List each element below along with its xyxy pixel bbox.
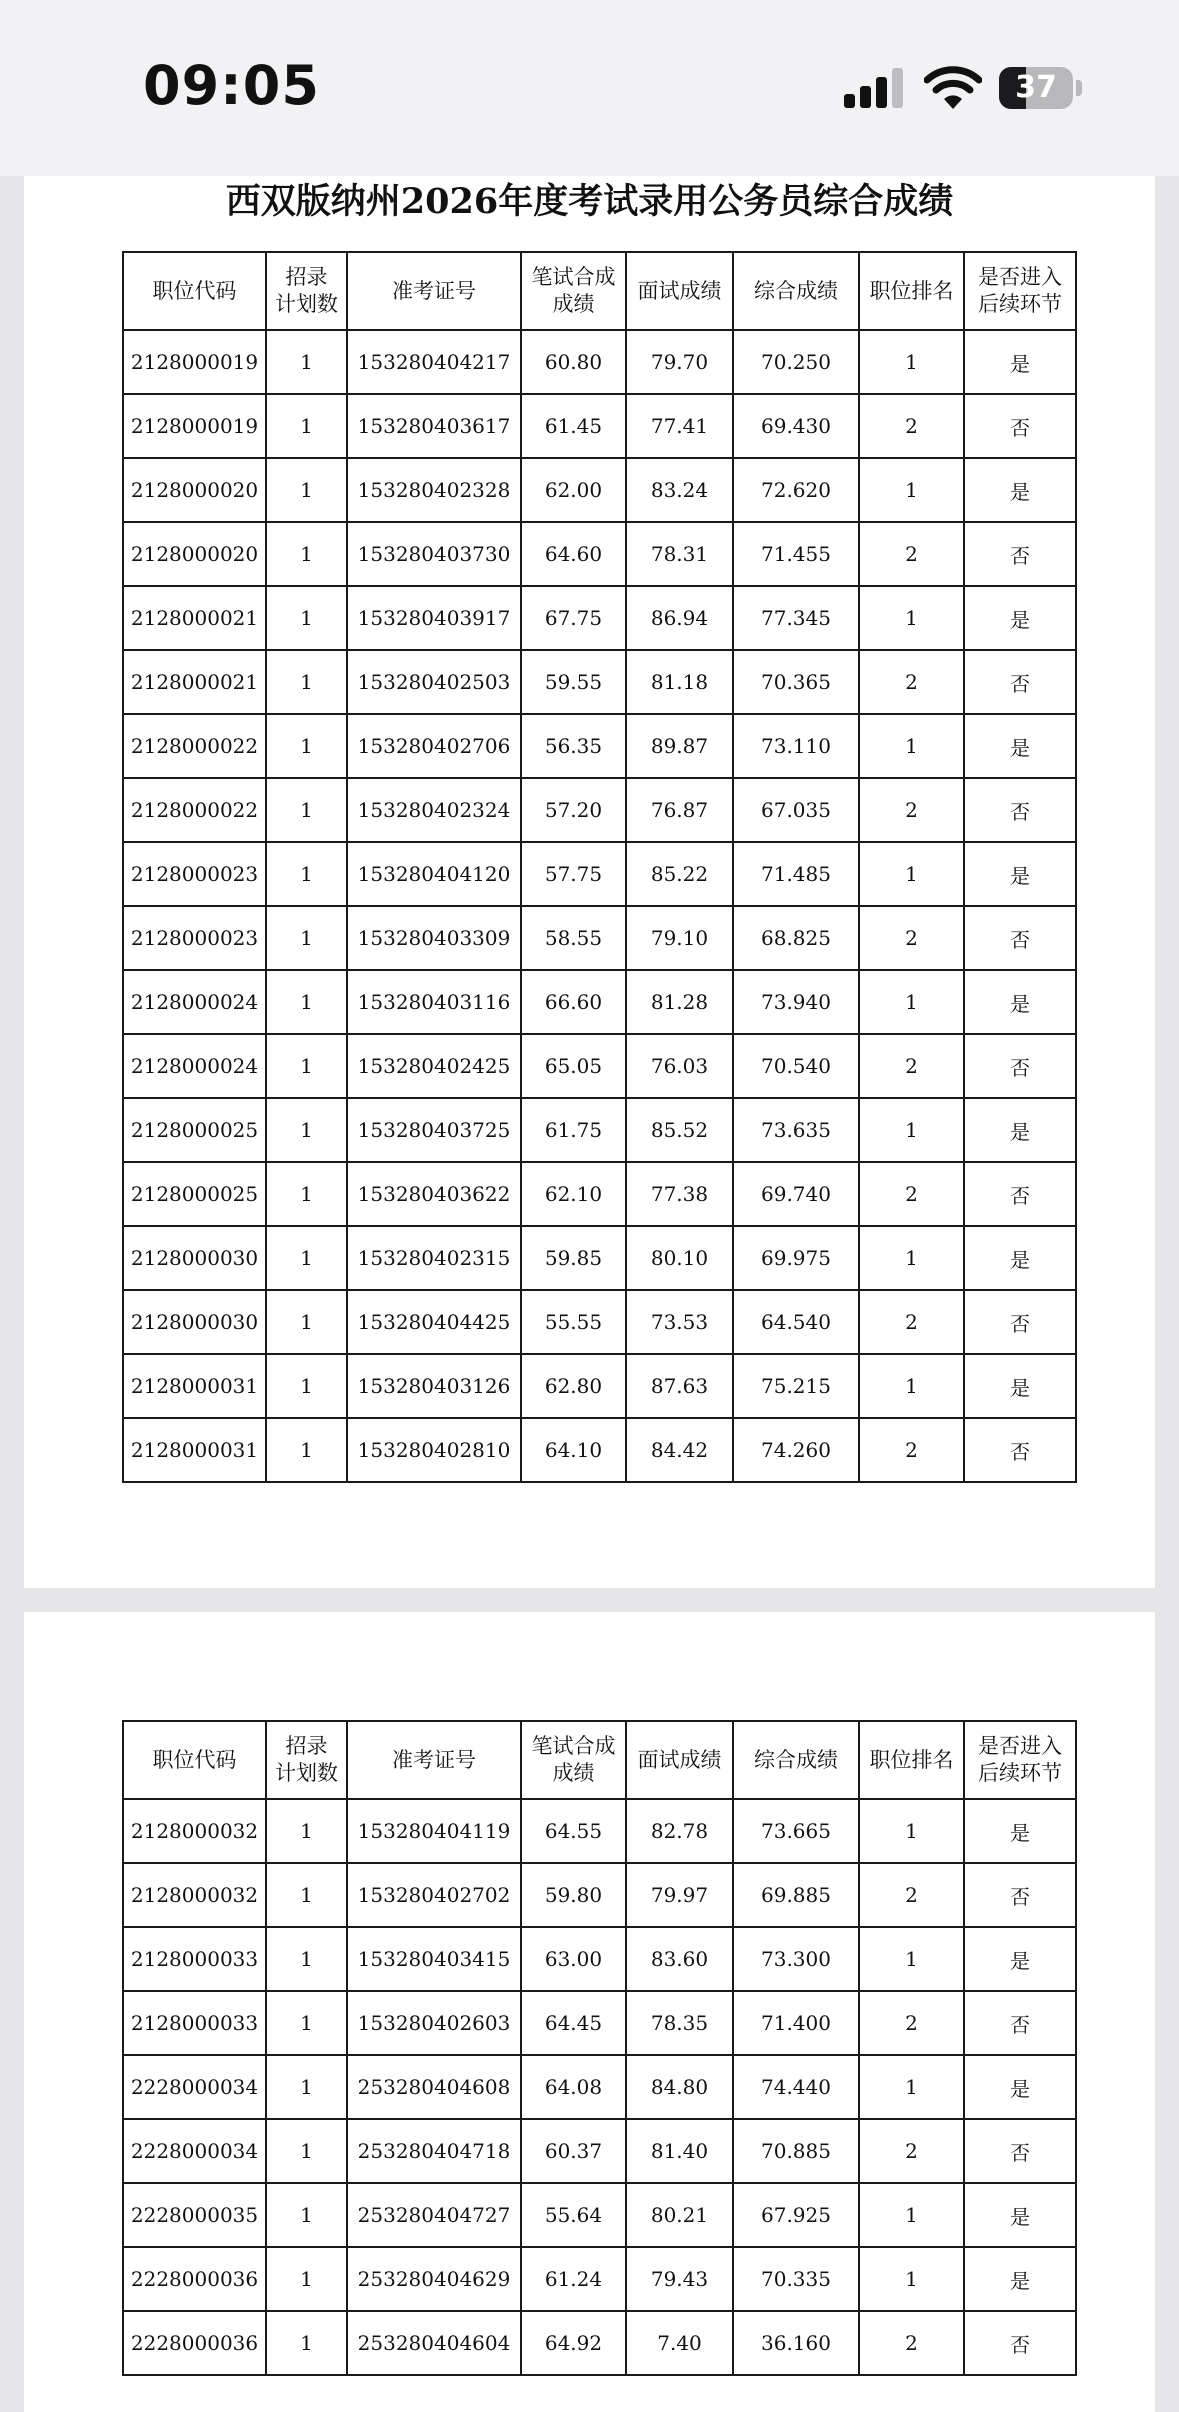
cell-interview-score: 79.97 xyxy=(626,1863,733,1927)
cell-position-code: 2128000032 xyxy=(123,1799,266,1863)
cell-written-score: 61.75 xyxy=(521,1098,626,1162)
cell-written-score: 64.45 xyxy=(521,1991,626,2055)
cell-next-stage: 否 xyxy=(964,1418,1076,1482)
cell-position-rank: 1 xyxy=(859,1226,964,1290)
cell-position-code: 2128000024 xyxy=(123,970,266,1034)
cell-plan-count: 1 xyxy=(266,1354,347,1418)
cell-written-score: 59.85 xyxy=(521,1226,626,1290)
cell-interview-score: 81.18 xyxy=(626,650,733,714)
cell-position-rank: 1 xyxy=(859,586,964,650)
cell-position-code: 2128000033 xyxy=(123,1991,266,2055)
cell-position-rank: 2 xyxy=(859,650,964,714)
cell-position-rank: 1 xyxy=(859,1098,964,1162)
cell-written-score: 59.80 xyxy=(521,1863,626,1927)
cell-next-stage: 是 xyxy=(964,2247,1076,2311)
cell-next-stage: 是 xyxy=(964,1927,1076,1991)
table-row xyxy=(123,970,1076,1034)
cell-position-rank: 2 xyxy=(859,394,964,458)
column-header-position-rank: 职位排名 xyxy=(859,1721,964,1799)
cell-written-score: 60.80 xyxy=(521,330,626,394)
cell-position-rank: 2 xyxy=(859,1290,964,1354)
cell-position-rank: 2 xyxy=(859,1991,964,2055)
cell-written-score: 64.60 xyxy=(521,522,626,586)
cell-admission-number: 253280404604 xyxy=(347,2311,521,2375)
cell-composite-score: 69.740 xyxy=(733,1162,859,1226)
cell-admission-number: 153280404119 xyxy=(347,1799,521,1863)
cell-position-code: 2228000036 xyxy=(123,2247,266,2311)
cell-composite-score: 74.260 xyxy=(733,1418,859,1482)
cell-position-code: 2228000034 xyxy=(123,2119,266,2183)
cell-admission-number: 153280404217 xyxy=(347,330,521,394)
cell-position-rank: 2 xyxy=(859,2311,964,2375)
table-row xyxy=(123,2119,1076,2183)
cell-next-stage: 是 xyxy=(964,970,1076,1034)
cell-position-code: 2128000024 xyxy=(123,1034,266,1098)
cell-next-stage: 否 xyxy=(964,1034,1076,1098)
cell-written-score: 55.64 xyxy=(521,2183,626,2247)
cell-position-code: 2128000031 xyxy=(123,1354,266,1418)
cell-composite-score: 70.540 xyxy=(733,1034,859,1098)
column-header-admission-number: 准考证号 xyxy=(347,1721,521,1799)
cell-interview-score: 85.22 xyxy=(626,842,733,906)
cell-plan-count: 1 xyxy=(266,2247,347,2311)
cell-position-code: 2128000020 xyxy=(123,522,266,586)
cell-interview-score: 79.10 xyxy=(626,906,733,970)
table-row xyxy=(123,1863,1076,1927)
cell-interview-score: 80.21 xyxy=(626,2183,733,2247)
cell-interview-score: 81.28 xyxy=(626,970,733,1034)
cell-position-rank: 1 xyxy=(859,1927,964,1991)
cell-composite-score: 75.215 xyxy=(733,1354,859,1418)
cell-position-rank: 2 xyxy=(859,1418,964,1482)
cell-written-score: 59.55 xyxy=(521,650,626,714)
cell-plan-count: 1 xyxy=(266,2311,347,2375)
cell-interview-score: 83.60 xyxy=(626,1927,733,1991)
cell-composite-score: 36.160 xyxy=(733,2311,859,2375)
cell-position-rank: 1 xyxy=(859,714,964,778)
cell-interview-score: 86.94 xyxy=(626,586,733,650)
cell-position-code: 2128000022 xyxy=(123,714,266,778)
cell-plan-count: 1 xyxy=(266,394,347,458)
column-header-written-score: 笔试合成 成绩 xyxy=(521,252,626,330)
table-row xyxy=(123,714,1076,778)
table-row xyxy=(123,1991,1076,2055)
cell-admission-number: 253280404718 xyxy=(347,2119,521,2183)
cell-written-score: 64.10 xyxy=(521,1418,626,1482)
cell-position-rank: 1 xyxy=(859,842,964,906)
cell-admission-number: 153280402810 xyxy=(347,1418,521,1482)
cell-position-code: 2128000021 xyxy=(123,650,266,714)
cell-interview-score: 80.10 xyxy=(626,1226,733,1290)
cell-written-score: 55.55 xyxy=(521,1290,626,1354)
cell-next-stage: 是 xyxy=(964,1098,1076,1162)
cell-written-score: 64.55 xyxy=(521,1799,626,1863)
cell-written-score: 64.92 xyxy=(521,2311,626,2375)
cell-admission-number: 153280403917 xyxy=(347,586,521,650)
table-header-row xyxy=(123,1721,1076,1799)
table-row xyxy=(123,1034,1076,1098)
table-row xyxy=(123,2055,1076,2119)
cell-interview-score: 84.80 xyxy=(626,2055,733,2119)
cell-position-code: 2228000036 xyxy=(123,2311,266,2375)
cell-interview-score: 83.24 xyxy=(626,458,733,522)
cell-written-score: 66.60 xyxy=(521,970,626,1034)
cell-next-stage: 是 xyxy=(964,714,1076,778)
cell-composite-score: 67.925 xyxy=(733,2183,859,2247)
cell-plan-count: 1 xyxy=(266,586,347,650)
cell-interview-score: 76.03 xyxy=(626,1034,733,1098)
table-row xyxy=(123,2247,1076,2311)
column-header-plan-count: 招录 计划数 xyxy=(266,252,347,330)
cell-written-score: 56.35 xyxy=(521,714,626,778)
cell-admission-number: 253280404608 xyxy=(347,2055,521,2119)
cell-written-score: 61.24 xyxy=(521,2247,626,2311)
cell-composite-score: 70.335 xyxy=(733,2247,859,2311)
cell-written-score: 65.05 xyxy=(521,1034,626,1098)
cell-plan-count: 1 xyxy=(266,458,347,522)
cell-composite-score: 70.365 xyxy=(733,650,859,714)
cell-composite-score: 69.975 xyxy=(733,1226,859,1290)
scores-table xyxy=(122,251,1077,1483)
cell-plan-count: 1 xyxy=(266,2055,347,2119)
table-row xyxy=(123,1226,1076,1290)
cell-composite-score: 77.345 xyxy=(733,586,859,650)
cell-next-stage: 否 xyxy=(964,1863,1076,1927)
column-header-admission-number: 准考证号 xyxy=(347,252,521,330)
cell-admission-number: 153280402315 xyxy=(347,1226,521,1290)
cell-next-stage: 是 xyxy=(964,1799,1076,1863)
cell-position-code: 2228000035 xyxy=(123,2183,266,2247)
cell-admission-number: 153280402603 xyxy=(347,1991,521,2055)
cell-position-code: 2128000019 xyxy=(123,330,266,394)
cell-composite-score: 71.400 xyxy=(733,1991,859,2055)
cell-interview-score: 76.87 xyxy=(626,778,733,842)
cell-next-stage: 否 xyxy=(964,2119,1076,2183)
column-header-interview-score: 面试成绩 xyxy=(626,1721,733,1799)
cell-position-rank: 2 xyxy=(859,2119,964,2183)
cell-next-stage: 是 xyxy=(964,586,1076,650)
cell-interview-score: 81.40 xyxy=(626,2119,733,2183)
cell-admission-number: 153280403126 xyxy=(347,1354,521,1418)
table-row xyxy=(123,906,1076,970)
cell-written-score: 62.80 xyxy=(521,1354,626,1418)
cell-admission-number: 153280404120 xyxy=(347,842,521,906)
cell-composite-score: 71.485 xyxy=(733,842,859,906)
cell-composite-score: 64.540 xyxy=(733,1290,859,1354)
cell-position-rank: 1 xyxy=(859,1799,964,1863)
cell-next-stage: 否 xyxy=(964,1991,1076,2055)
column-header-written-score: 笔试合成 成绩 xyxy=(521,1721,626,1799)
cell-position-rank: 1 xyxy=(859,2055,964,2119)
cell-admission-number: 153280402425 xyxy=(347,1034,521,1098)
cell-plan-count: 1 xyxy=(266,906,347,970)
cell-plan-count: 1 xyxy=(266,650,347,714)
table-row xyxy=(123,2311,1076,2375)
cell-composite-score: 69.885 xyxy=(733,1863,859,1927)
cell-plan-count: 1 xyxy=(266,1799,347,1863)
table-row xyxy=(123,1354,1076,1418)
cell-interview-score: 87.63 xyxy=(626,1354,733,1418)
cell-plan-count: 1 xyxy=(266,522,347,586)
cell-next-stage: 否 xyxy=(964,906,1076,970)
cell-interview-score: 85.52 xyxy=(626,1098,733,1162)
table-row xyxy=(123,394,1076,458)
cell-interview-score: 89.87 xyxy=(626,714,733,778)
cell-admission-number: 153280402328 xyxy=(347,458,521,522)
cell-plan-count: 1 xyxy=(266,778,347,842)
cell-next-stage: 是 xyxy=(964,1226,1076,1290)
cell-position-code: 2128000019 xyxy=(123,394,266,458)
cell-admission-number: 153280403622 xyxy=(347,1162,521,1226)
battery-level: 37 xyxy=(1015,70,1057,105)
cell-next-stage: 否 xyxy=(964,1290,1076,1354)
cell-plan-count: 1 xyxy=(266,1098,347,1162)
cell-position-code: 2128000032 xyxy=(123,1863,266,1927)
scores-table xyxy=(122,1720,1077,2376)
column-header-composite-score: 综合成绩 xyxy=(733,252,859,330)
cell-plan-count: 1 xyxy=(266,330,347,394)
cell-position-code: 2128000023 xyxy=(123,842,266,906)
cell-position-code: 2128000021 xyxy=(123,586,266,650)
cell-admission-number: 153280402324 xyxy=(347,778,521,842)
cell-position-code: 2128000030 xyxy=(123,1290,266,1354)
cell-admission-number: 153280403617 xyxy=(347,394,521,458)
cell-written-score: 61.45 xyxy=(521,394,626,458)
cell-position-rank: 1 xyxy=(859,2183,964,2247)
cell-position-code: 2128000033 xyxy=(123,1927,266,1991)
cell-composite-score: 73.635 xyxy=(733,1098,859,1162)
cell-interview-score: 84.42 xyxy=(626,1418,733,1482)
cell-composite-score: 68.825 xyxy=(733,906,859,970)
cell-plan-count: 1 xyxy=(266,1034,347,1098)
cell-position-code: 2128000030 xyxy=(123,1226,266,1290)
table-row xyxy=(123,650,1076,714)
cell-composite-score: 71.455 xyxy=(733,522,859,586)
cell-composite-score: 67.035 xyxy=(733,778,859,842)
cell-admission-number: 153280403730 xyxy=(347,522,521,586)
cell-admission-number: 153280402706 xyxy=(347,714,521,778)
column-header-interview-score: 面试成绩 xyxy=(626,252,733,330)
column-header-position-code: 职位代码 xyxy=(123,252,266,330)
cell-admission-number: 153280402503 xyxy=(347,650,521,714)
cell-next-stage: 是 xyxy=(964,458,1076,522)
table-row xyxy=(123,842,1076,906)
table-row xyxy=(123,1927,1076,1991)
column-header-position-code: 职位代码 xyxy=(123,1721,266,1799)
column-header-position-rank: 职位排名 xyxy=(859,252,964,330)
cell-interview-score: 77.41 xyxy=(626,394,733,458)
cell-admission-number: 253280404727 xyxy=(347,2183,521,2247)
cell-interview-score: 78.35 xyxy=(626,1991,733,2055)
cell-position-code: 2128000023 xyxy=(123,906,266,970)
cell-written-score: 67.75 xyxy=(521,586,626,650)
cell-admission-number: 153280403725 xyxy=(347,1098,521,1162)
cell-next-stage: 是 xyxy=(964,842,1076,906)
column-header-next-stage: 是否进入 后续环节 xyxy=(964,1721,1076,1799)
cell-position-rank: 1 xyxy=(859,970,964,1034)
cell-position-rank: 2 xyxy=(859,1863,964,1927)
cell-position-code: 2228000034 xyxy=(123,2055,266,2119)
wifi-icon xyxy=(924,64,982,110)
cell-interview-score: 73.53 xyxy=(626,1290,733,1354)
cell-position-rank: 2 xyxy=(859,906,964,970)
cell-interview-score: 79.70 xyxy=(626,330,733,394)
cell-plan-count: 1 xyxy=(266,714,347,778)
cell-position-code: 2128000022 xyxy=(123,778,266,842)
cell-composite-score: 73.300 xyxy=(733,1927,859,1991)
status-time: 09:05 xyxy=(143,54,320,117)
cell-interview-score: 7.40 xyxy=(626,2311,733,2375)
cell-composite-score: 74.440 xyxy=(733,2055,859,2119)
cell-position-rank: 2 xyxy=(859,1162,964,1226)
cell-composite-score: 70.885 xyxy=(733,2119,859,2183)
cell-interview-score: 82.78 xyxy=(626,1799,733,1863)
cell-admission-number: 253280404629 xyxy=(347,2247,521,2311)
cell-position-rank: 2 xyxy=(859,1034,964,1098)
cell-plan-count: 1 xyxy=(266,1226,347,1290)
cell-position-rank: 1 xyxy=(859,330,964,394)
cell-position-code: 2128000025 xyxy=(123,1162,266,1226)
cell-position-rank: 1 xyxy=(859,458,964,522)
status-bar xyxy=(0,0,1179,176)
cell-written-score: 62.10 xyxy=(521,1162,626,1226)
cell-admission-number: 153280403309 xyxy=(347,906,521,970)
document-page-1[interactable] xyxy=(24,150,1155,1588)
cell-next-stage: 否 xyxy=(964,778,1076,842)
document-page-2[interactable] xyxy=(24,1612,1155,2412)
cell-next-stage: 是 xyxy=(964,2055,1076,2119)
cell-admission-number: 153280404425 xyxy=(347,1290,521,1354)
table-row xyxy=(123,330,1076,394)
column-header-composite-score: 综合成绩 xyxy=(733,1721,859,1799)
cell-interview-score: 79.43 xyxy=(626,2247,733,2311)
cell-plan-count: 1 xyxy=(266,842,347,906)
cell-written-score: 60.37 xyxy=(521,2119,626,2183)
document-title: 西双版纳州2026年度考试录用公务员综合成绩 xyxy=(225,181,954,222)
cell-plan-count: 1 xyxy=(266,1927,347,1991)
cell-plan-count: 1 xyxy=(266,1162,347,1226)
cell-next-stage: 是 xyxy=(964,2183,1076,2247)
battery-icon xyxy=(999,67,1083,109)
table-row xyxy=(123,458,1076,522)
cell-composite-score: 73.665 xyxy=(733,1799,859,1863)
cell-admission-number: 153280402702 xyxy=(347,1863,521,1927)
table-header-row xyxy=(123,252,1076,330)
cell-next-stage: 是 xyxy=(964,330,1076,394)
cell-plan-count: 1 xyxy=(266,1290,347,1354)
cell-admission-number: 153280403116 xyxy=(347,970,521,1034)
cell-next-stage: 否 xyxy=(964,522,1076,586)
cell-plan-count: 1 xyxy=(266,1418,347,1482)
cell-position-rank: 2 xyxy=(859,522,964,586)
table-row xyxy=(123,1799,1076,1863)
column-header-plan-count: 招录 计划数 xyxy=(266,1721,347,1799)
cell-composite-score: 73.110 xyxy=(733,714,859,778)
cell-composite-score: 72.620 xyxy=(733,458,859,522)
table-row xyxy=(123,1098,1076,1162)
cell-written-score: 64.08 xyxy=(521,2055,626,2119)
cell-position-rank: 2 xyxy=(859,778,964,842)
cell-plan-count: 1 xyxy=(266,1991,347,2055)
cell-admission-number: 153280403415 xyxy=(347,1927,521,1991)
cell-written-score: 58.55 xyxy=(521,906,626,970)
cell-plan-count: 1 xyxy=(266,1863,347,1927)
cell-next-stage: 是 xyxy=(964,1354,1076,1418)
cell-written-score: 57.20 xyxy=(521,778,626,842)
cell-plan-count: 1 xyxy=(266,970,347,1034)
table-row xyxy=(123,1290,1076,1354)
cellular-signal-icon xyxy=(844,68,906,108)
table-row xyxy=(123,522,1076,586)
table-row xyxy=(123,1162,1076,1226)
table-row xyxy=(123,586,1076,650)
cell-plan-count: 1 xyxy=(266,2119,347,2183)
cell-next-stage: 否 xyxy=(964,394,1076,458)
cell-position-code: 2128000020 xyxy=(123,458,266,522)
table-row xyxy=(123,1418,1076,1482)
cell-position-code: 2128000025 xyxy=(123,1098,266,1162)
cell-written-score: 63.00 xyxy=(521,1927,626,1991)
table-row xyxy=(123,2183,1076,2247)
cell-position-code: 2128000031 xyxy=(123,1418,266,1482)
cell-written-score: 62.00 xyxy=(521,458,626,522)
cell-position-rank: 1 xyxy=(859,2247,964,2311)
table-row xyxy=(123,778,1076,842)
cell-composite-score: 73.940 xyxy=(733,970,859,1034)
column-header-next-stage: 是否进入 后续环节 xyxy=(964,252,1076,330)
cell-composite-score: 69.430 xyxy=(733,394,859,458)
cell-next-stage: 否 xyxy=(964,2311,1076,2375)
cell-next-stage: 否 xyxy=(964,1162,1076,1226)
cell-next-stage: 否 xyxy=(964,650,1076,714)
cell-position-rank: 1 xyxy=(859,1354,964,1418)
cell-plan-count: 1 xyxy=(266,2183,347,2247)
cell-composite-score: 70.250 xyxy=(733,330,859,394)
cell-written-score: 57.75 xyxy=(521,842,626,906)
cell-interview-score: 78.31 xyxy=(626,522,733,586)
cell-interview-score: 77.38 xyxy=(626,1162,733,1226)
